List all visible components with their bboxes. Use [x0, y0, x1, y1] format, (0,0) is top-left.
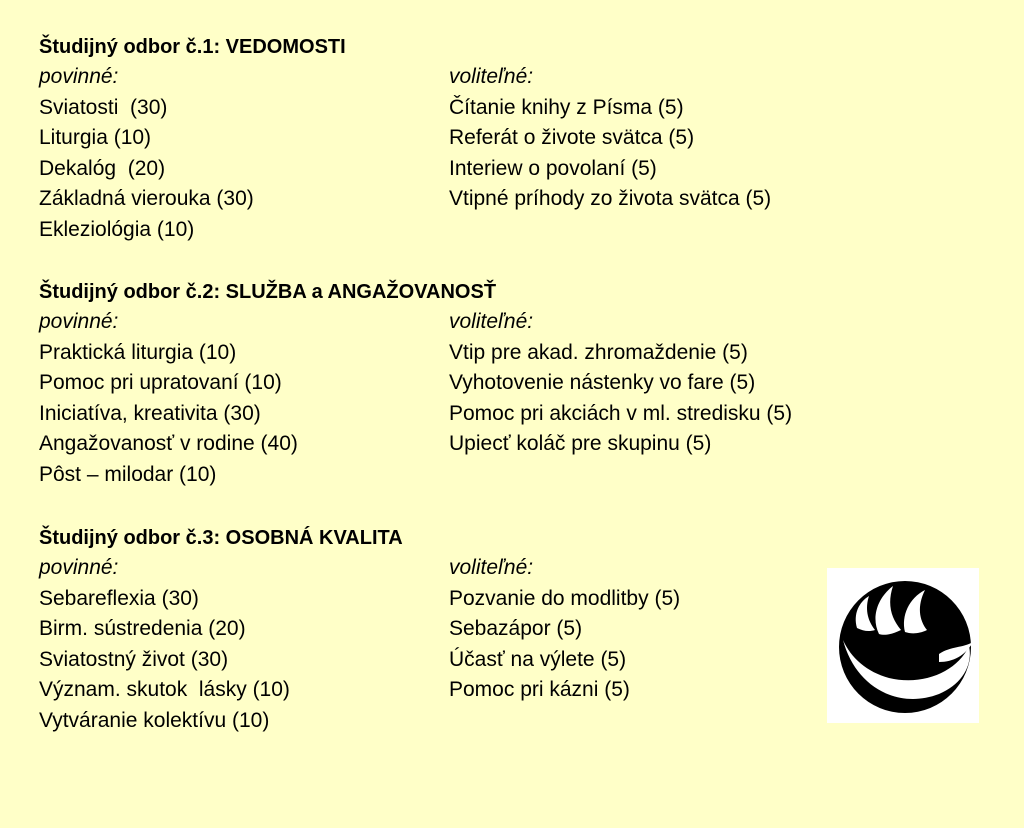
list-item [39, 584, 939, 615]
mandatory-item: Základná vierouka (30) [39, 187, 254, 210]
mandatory-item: Pomoc pri upratovaní (10) [39, 371, 282, 394]
mandatory-item: Sebareflexia (30) [39, 586, 199, 610]
list-item [39, 645, 939, 676]
optional-item: Referát o živote svätca (5) [449, 126, 695, 149]
list-item [39, 93, 939, 124]
mandatory-item: Sviatosti (30) [39, 95, 168, 119]
mandatory-item: Sviatostný život (30) [39, 647, 229, 671]
optional-item: Upiecť koláč pre skupinu (5) [449, 432, 712, 455]
optional-item: Pozvanie do modlitby (5) [449, 586, 681, 610]
optional-item: Pomoc pri akciách v ml. stredisku (5) [449, 401, 793, 425]
mandatory-label: povinné: [39, 65, 119, 88]
optional-item: Vyhotovenie nástenky vo fare (5) [449, 371, 756, 394]
optional-item: Pomoc pri kázni (5) [449, 678, 630, 701]
list-item [39, 706, 939, 737]
optional-label: voliteľné: [449, 556, 534, 579]
mandatory-item: Význam. skutok lásky (10) [39, 678, 290, 701]
mandatory-item: Angažovanosť v rodine (40) [39, 432, 298, 455]
list-item [39, 399, 939, 430]
list-item [39, 338, 939, 369]
list-item [39, 675, 939, 706]
optional-item: Čítanie knihy z Písma (5) [449, 95, 684, 119]
mandatory-item: Praktická liturgia (10) [39, 340, 237, 364]
mandatory-item: Pôst – milodar (10) [39, 462, 217, 486]
section-header-row [39, 553, 939, 584]
section-3 [39, 523, 939, 736]
mandatory-item: Vytváranie kolektívu (10) [39, 708, 270, 732]
section-2 [39, 277, 939, 490]
mandatory-label: povinné: [39, 556, 119, 579]
mandatory-item: Birm. sústredenia (20) [39, 617, 246, 640]
list-item [39, 154, 939, 185]
list-item [39, 614, 939, 645]
section-header-row [39, 62, 939, 93]
list-item [39, 215, 939, 246]
mandatory-item: Iniciatíva, kreativita (30) [39, 401, 261, 425]
section-header-row [39, 307, 939, 338]
list-item [39, 429, 939, 460]
optional-item: Interiew o povolaní (5) [449, 156, 657, 180]
mandatory-item: Dekalóg (20) [39, 156, 166, 180]
optional-item: Účasť na výlete (5) [449, 647, 627, 671]
holy-spirit-flame-dove-icon [827, 568, 979, 723]
list-item [39, 460, 939, 491]
mandatory-item: Ekleziológia (10) [39, 217, 195, 241]
optional-label: voliteľné: [449, 310, 534, 333]
optional-item: Vtipné príhody zo života svätca (5) [449, 187, 772, 210]
mandatory-label: povinné: [39, 310, 119, 333]
logo [827, 568, 979, 723]
list-item [39, 123, 939, 154]
section-title: Študijný odbor č.3: OSOBNÁ KVALITA [39, 527, 403, 549]
optional-label: voliteľné: [449, 65, 534, 88]
list-item [39, 368, 939, 399]
section-title: Študijný odbor č.2: SLUŽBA a ANGAŽOVANOSŤ [39, 281, 497, 303]
list-item [39, 184, 939, 215]
section-1 [39, 32, 939, 245]
mandatory-item: Liturgia (10) [39, 126, 152, 149]
section-title: Študijný odbor č.1: VEDOMOSTI [39, 36, 346, 58]
optional-item: Vtip pre akad. zhromaždenie (5) [449, 340, 748, 364]
optional-item: Sebazápor (5) [449, 617, 583, 640]
